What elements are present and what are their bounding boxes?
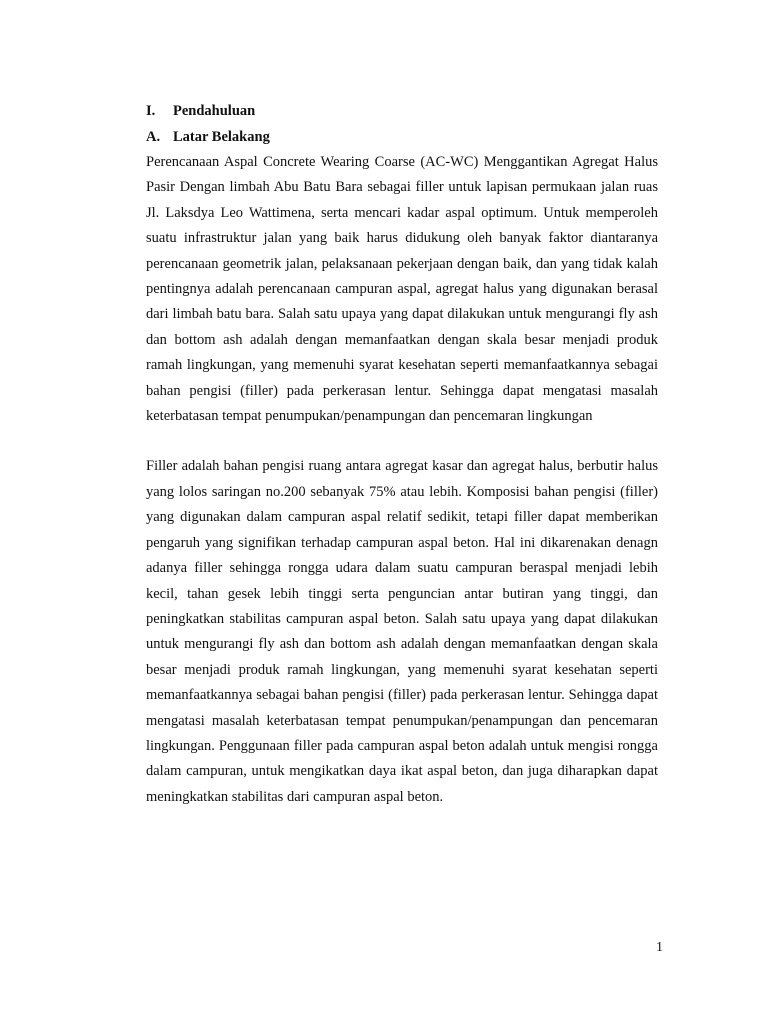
section-number: I. [146, 103, 156, 119]
paragraph-filler: Filler adalah bahan pengisi ruang antara agregat kasar dan agregat halus, berbutir halus yang lolos saringan no.200 sebanyak 75% atau lebih. Komposisi bahan pengisi (filler) yang digunakan dalam campuran aspal relatif sedikit, tetapi filler dapat memberikan pengaruh yang signifikan terhadap campuran aspal beton. Hal ini dikarenakan denagn adanya filler sehingga rongga udara dalam suatu campuran beraspal menjadi lebih kecil, tahan gesek lebih tinggi serta penguncian antar butiran yang tinggi, dan peningkatkan stabilitas campuran aspal beton. Salah satu upaya yang dapat dilakukan untuk mengurangi fly ash dan bottom ash adalah dengan memanfaatkan dengan skala besar menjadi produk ramah lingkungan, yang memenuhi syarat kesehatan seperti memanfaatkannya sebagai bahan pengisi (filler) pada perkerasan lentur. Sehingga dapat mengatasi masalah keterbatasan tempat penumpukan/penampungan dan pencemaran lingkungan. Penggunaan filler pada campuran aspal beton adalah untuk mengisi rongga dalam campuran, untuk mengikatkan daya ikat aspal beton, dan juga diharapkan dapat meningkatkan stabilitas dari campuran aspal beton. [146, 458, 658, 805]
page-content [146, 98, 658, 810]
subsection-heading [146, 124, 658, 150]
section-title: Pendahuluan [173, 103, 256, 119]
page-number: 1 [656, 940, 663, 955]
paragraph-background: Perencanaan Aspal Concrete Wearing Coarse (AC-WC) Menggantikan Agregat Halus Pasir Dengan limbah Abu Batu Bara sebagai filler untuk lapisan permukaan jalan ruas Jl. Laksdya Leo Wattimena, serta mencari kadar aspal optimum. Untuk memperoleh suatu infrastruktur jalan yang baik harus didukung oleh banyak faktor diantaranya perencanaan geometrik jalan, pelaksanaan pekerjaan dengan baik, dan yang tidak kalah pentingnya adalah perencanaan campuran aspal, agregat halus yang digunakan berasal dari limbah batu bara. Salah satu upaya yang dapat dilakukan untuk mengurangi fly ash dan bottom ash adalah dengan memanfaatkan dengan skala besar menjadi produk ramah lingkungan, yang memenuhi syarat kesehatan seperti memanfaatkannya sebagai bahan pengisi (filler) pada perkerasan lentur. Sehingga dapat mengatasi masalah keterbatasan tempat penumpukan/penampungan dan pencemaran lingkungan [146, 154, 658, 425]
section-heading [146, 98, 658, 124]
subsection-title: Latar Belakang [173, 129, 270, 145]
subsection-number: A. [146, 129, 161, 145]
